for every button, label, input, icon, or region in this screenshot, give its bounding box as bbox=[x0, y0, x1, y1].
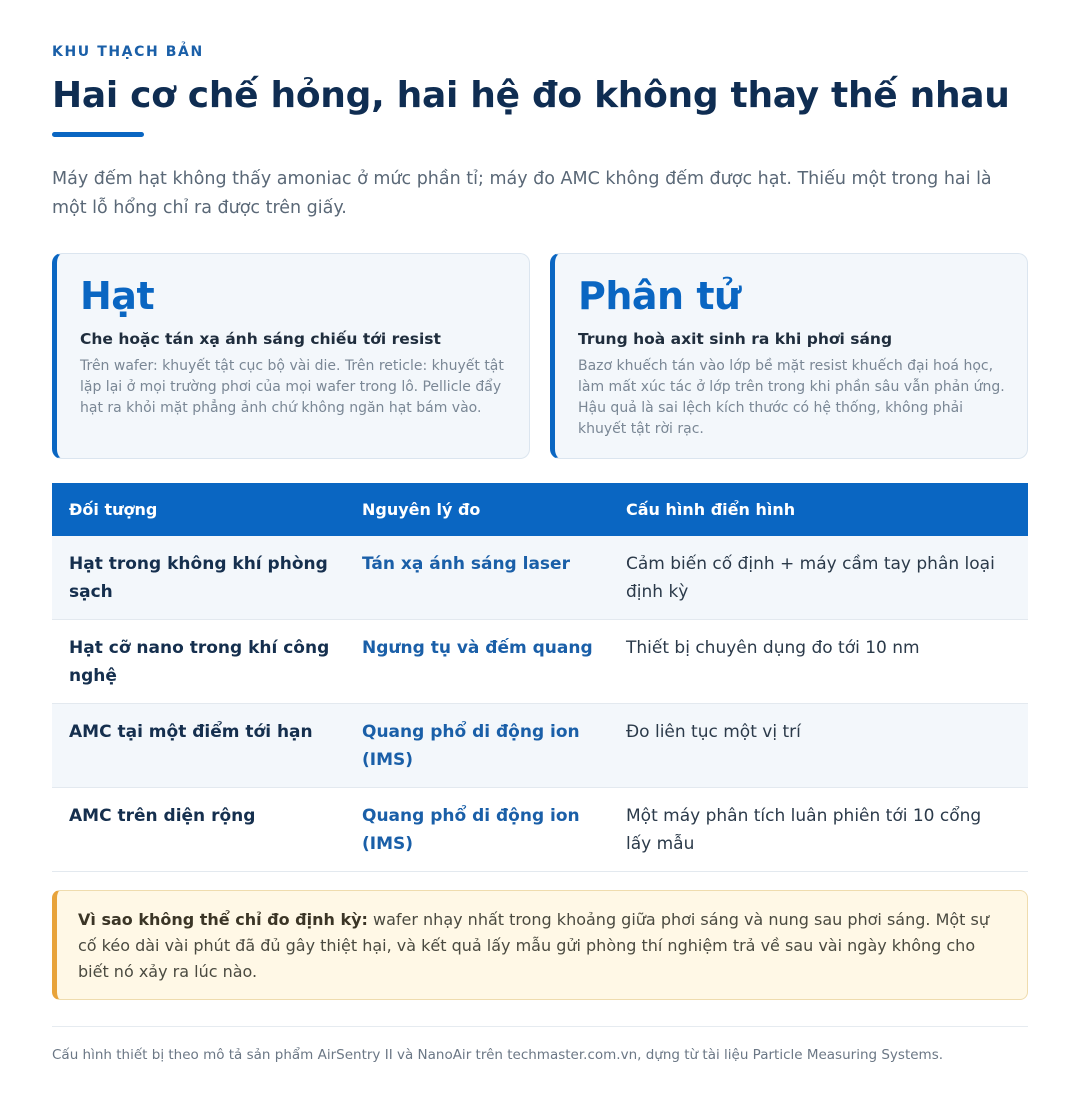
table-row bbox=[52, 704, 1028, 788]
card-subtitle: Che hoặc tán xạ ánh sáng chiếu tới resist bbox=[80, 330, 441, 348]
cell-principle: Quang phổ di động ion (IMS) bbox=[362, 806, 580, 854]
column-header-principle: Nguyên lý đo bbox=[362, 500, 481, 519]
page bbox=[52, 0, 1028, 1065]
page-title: Hai cơ chế hỏng, hai hệ đo không thay thế nhau bbox=[52, 75, 1010, 116]
card-heading: Phân tử bbox=[578, 274, 741, 318]
column-header-object: Đối tượng bbox=[69, 500, 158, 519]
table-row bbox=[52, 536, 1028, 620]
card-body: Trên wafer: khuyết tật cục bộ vài die. Trên reticle: khuyết tật lặp lại ở mọi trường phơi của mọi wafer trong lô. Pellicle đẩy hạt ra khỏi mặt phẳng ảnh chứ không ngăn hạt bám vào. bbox=[80, 358, 504, 416]
section-eyebrow: KHU THẠCH BẢN bbox=[52, 44, 204, 60]
mechanism-cards bbox=[52, 253, 1028, 459]
cell-object: Hạt trong không khí phòng sạch bbox=[69, 554, 328, 602]
title-underline bbox=[52, 132, 144, 137]
card-body: Bazơ khuếch tán vào lớp bề mặt resist khuếch đại hoá học, làm mất xúc tác ở lớp trên trong khi phần sâu vẫn phản ứng. Hậu quả là sai lệch kích thước có hệ thống, không phải khuyết tật rời rạc. bbox=[578, 358, 1005, 437]
card-particle bbox=[52, 253, 530, 459]
table-header bbox=[52, 483, 1028, 536]
cell-object: Hạt cỡ nano trong khí công nghệ bbox=[69, 638, 330, 686]
footer-divider bbox=[52, 1026, 1028, 1027]
cell-principle: Ngưng tụ và đếm quang bbox=[362, 638, 593, 658]
cell-principle: Quang phổ di động ion (IMS) bbox=[362, 722, 580, 770]
card-molecular bbox=[550, 253, 1028, 459]
note-lead: Vì sao không thể chỉ đo định kỳ: bbox=[78, 910, 368, 929]
source-footnote: Cấu hình thiết bị theo mô tả sản phẩm AirSentry II và NanoAir trên techmaster.com.vn, dựng từ tài liệu Particle Measuring Systems. bbox=[52, 1047, 944, 1063]
intro-paragraph: Máy đếm hạt không thấy amoniac ở mức phần tỉ; máy đo AMC không đếm được hạt. Thiếu một trong hai là một lỗ hổng chỉ ra được trên giấy. bbox=[52, 169, 992, 218]
cell-object: AMC trên diện rộng bbox=[69, 806, 256, 826]
cell-configuration: Thiết bị chuyên dụng đo tới 10 nm bbox=[626, 638, 920, 658]
cell-principle: Tán xạ ánh sáng laser bbox=[362, 554, 570, 574]
note-text: wafer nhạy nhất trong khoảng giữa phơi sáng và nung sau phơi sáng. Một sự cố kéo dài vài phút đã đủ gây thiệt hại, và kết quả lấy mẫu gửi phòng thí nghiệm trả về sau vài ngày không cho biết nó xảy ra lúc nào. bbox=[78, 910, 989, 981]
table-row bbox=[52, 788, 1028, 872]
card-subtitle: Trung hoà axit sinh ra khi phơi sáng bbox=[578, 330, 893, 348]
callout-note bbox=[52, 890, 1028, 1000]
table-row bbox=[52, 620, 1028, 704]
cell-configuration: Cảm biến cố định + máy cầm tay phân loại định kỳ bbox=[626, 554, 995, 602]
measurement-table bbox=[52, 483, 1028, 872]
column-header-configuration: Cấu hình điển hình bbox=[626, 500, 796, 519]
card-heading: Hạt bbox=[80, 274, 155, 318]
cell-configuration: Một máy phân tích luân phiên tới 10 cổng lấy mẫu bbox=[626, 806, 982, 854]
cell-object: AMC tại một điểm tới hạn bbox=[69, 722, 313, 742]
cell-configuration: Đo liên tục một vị trí bbox=[626, 722, 801, 742]
